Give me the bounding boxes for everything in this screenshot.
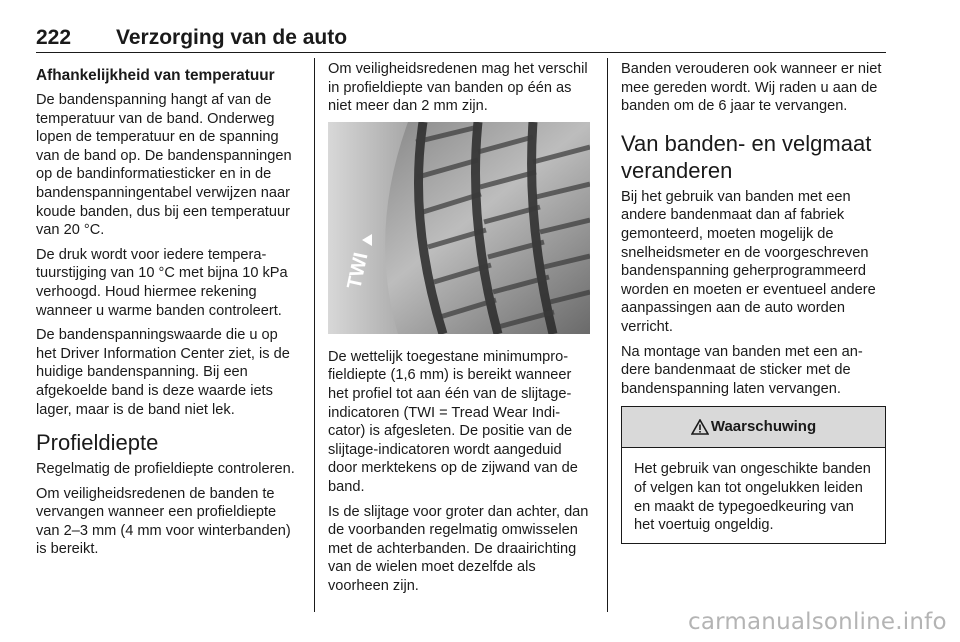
page-title: Verzorging van de auto bbox=[116, 26, 348, 49]
paragraph: De bandenspanning hangt af van de temperatuur van de band. Onderweg lopen de temperatuur en de spanning van de band op. De bandenspanningen op de bandinformatiesticker en in de bandenspanningentabel verwijzen naar koude banden, dus bij een temperatuur van 20 °C. bbox=[36, 92, 292, 239]
column-3 bbox=[621, 60, 886, 544]
paragraph: Bij het gebruik van banden met een andere bandenmaat dan af fabriek gemonteerd, moeten mogelijk de snelheidsmeter en de voorgeschreven bandenspanning geherprogrammeerd worden en moeten er eventueel andere aanpassingen aan de auto worden verricht. bbox=[621, 188, 876, 335]
tire-label-twi: TWI bbox=[343, 250, 373, 291]
heading-size-change: Van banden- en velgmaat veranderen bbox=[621, 130, 872, 183]
paragraph: Is de slijtage voor groter dan achter, dan de voorbanden regelmatig omwisselen met de achterbanden. De draairichting van de wielen moet dezelfde als voorheen zijn. bbox=[328, 503, 589, 594]
warning-box bbox=[621, 406, 886, 543]
paragraph: Na montage van banden met een andere bandenmaat de sticker met de bandenspanning laten vervangen. bbox=[621, 343, 863, 397]
column-2 bbox=[328, 60, 590, 602]
warning-triangle-icon bbox=[691, 419, 709, 435]
paragraph: Om veiligheidsredenen de banden te vervangen wanneer een profieldiepte van 2–3 mm (4 mm voor winterbanden) is bereikt. bbox=[36, 485, 291, 558]
watermark: carmanualsonline.info bbox=[688, 609, 947, 635]
paragraph: De wettelijk toegestane minimumprofieldiepte (1,6 mm) is bereikt wanneer het profiel tot aan één van de slijtageindicatoren (TWI = Tread Wear Indicator) is afgesleten. De positie van de slijtage-indicatoren wordt aangeduid door merktekens op de zijwand van de band. bbox=[328, 348, 578, 495]
column-divider-2 bbox=[607, 58, 608, 612]
column-1 bbox=[36, 60, 298, 565]
warning-title: Waarschuwing bbox=[710, 418, 817, 436]
page-number: 222 bbox=[36, 26, 72, 49]
page-header bbox=[36, 26, 886, 52]
heading-temperature: Afhankelijkheid van temperatuur bbox=[36, 67, 275, 84]
paragraph: Regelmatig de profieldiepte controleren. bbox=[36, 461, 295, 478]
tire-tread-illustration bbox=[328, 122, 590, 334]
paragraph: Om veiligheidsredenen mag het verschil in profieldiepte van banden op één as niet meer dan 2 mm zijn. bbox=[328, 61, 588, 115]
warning-header bbox=[622, 407, 885, 448]
heading-profile-depth: Profieldiepte bbox=[36, 430, 159, 456]
column-divider-1 bbox=[314, 58, 315, 612]
paragraph: De druk wordt voor iedere temperatuurstijging van 10 °C met bijna 10 kPa verhoogd. Houd hiermee rekening wanneer u warme banden controleert. bbox=[36, 246, 288, 319]
warning-text: Het gebruik van ongeschikte banden of velgen kan tot ongelukken leiden en maakt de typegoedkeuring van het voertuig ongeldig. bbox=[634, 461, 871, 534]
header-divider bbox=[36, 52, 886, 53]
paragraph: Banden verouderen ook wanneer er niet mee gereden wordt. Wij raden u aan de banden om de 6 jaar te vervangen. bbox=[621, 61, 882, 115]
paragraph: De bandenspanningswaarde die u op het Driver Information Center ziet, is de huidige bandenspanning. Bij een afgekoelde band is deze waarde iets lager, maar is de band niet lek. bbox=[36, 327, 290, 418]
